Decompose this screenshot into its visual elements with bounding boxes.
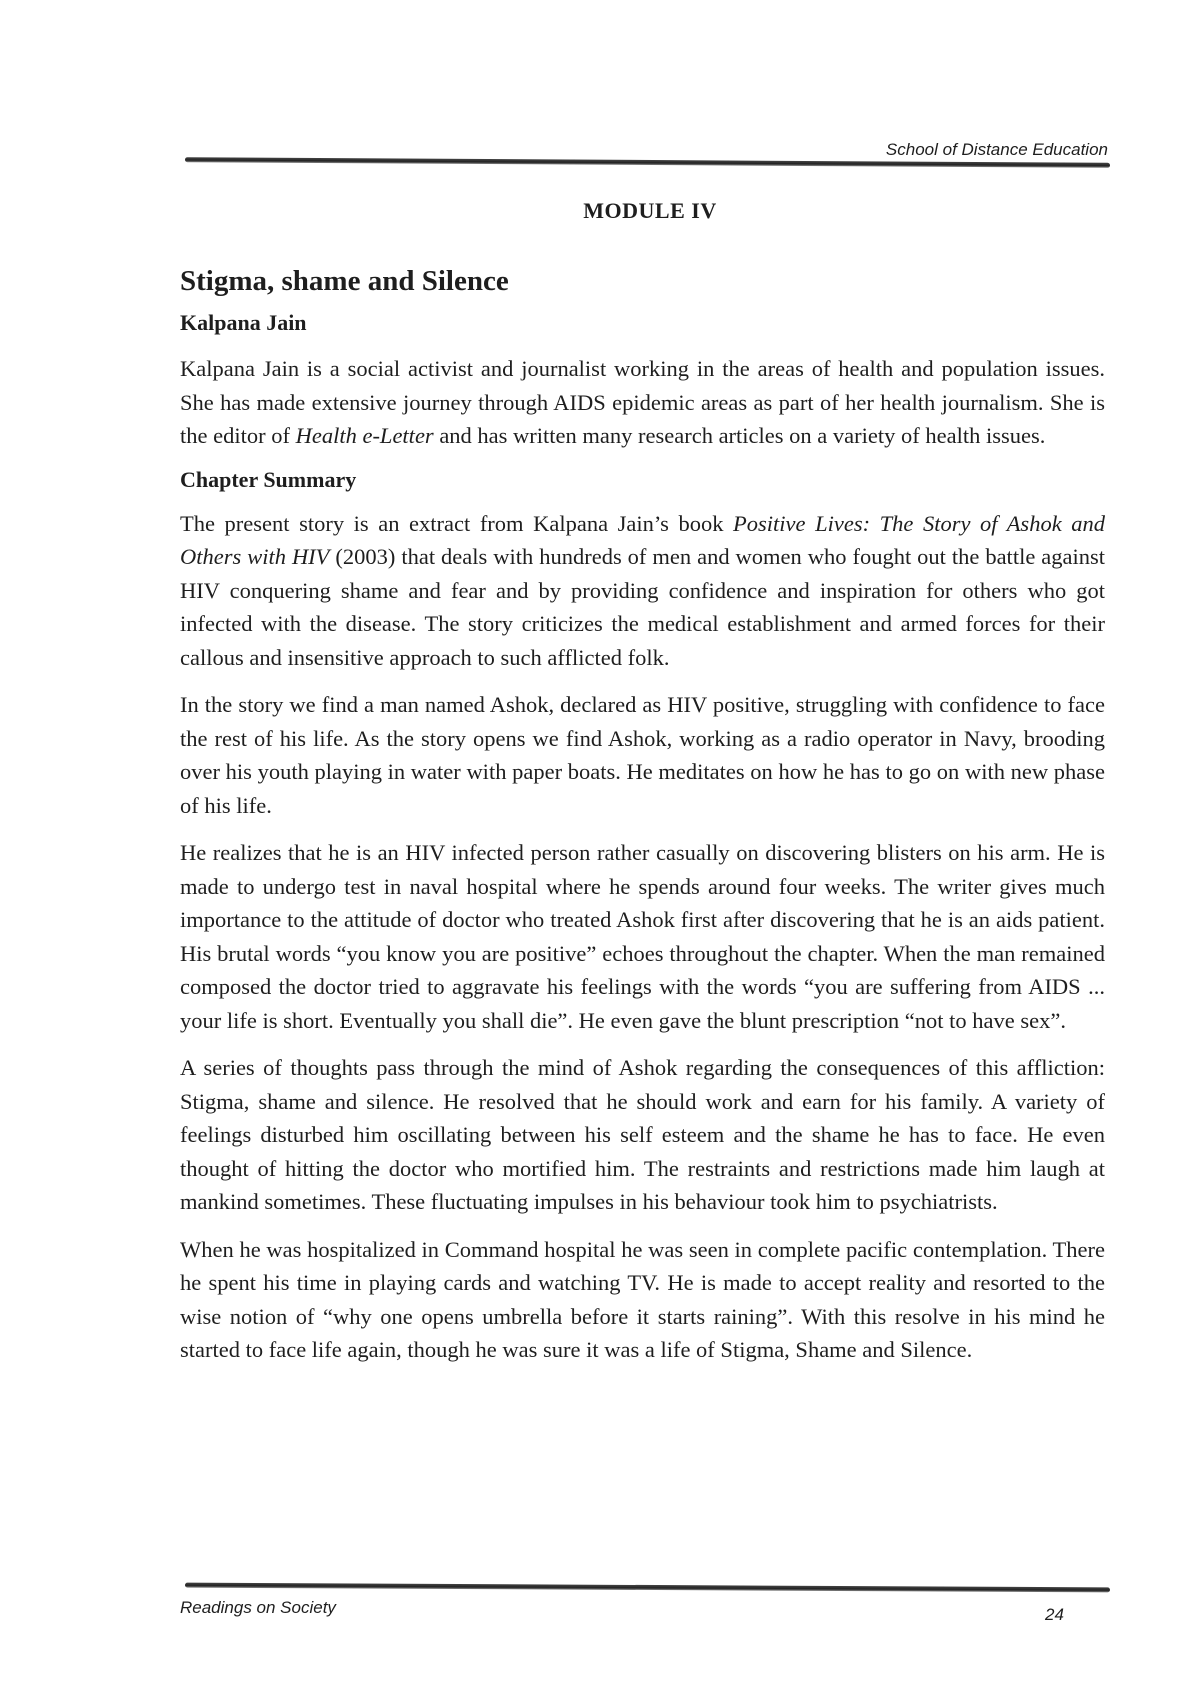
page-number: 24 — [1045, 1605, 1064, 1624]
footer-rule — [185, 1583, 1110, 1593]
summary-paragraph-5: When he was hospitalized in Command hospital he was seen in complete pacific contemplation. There he spent his time in playing cards and watching TV. He is made to accept reality and resorted to the wise notion of “why one opens umbrella before it starts raining”. With this resolve in his mind he started to face life again, though he was sure it was a life of Stigma, Shame and Silence. — [180, 1236, 1105, 1362]
header-institution: School of Distance Education — [885, 140, 1108, 159]
summary-paragraph-1 — [180, 507, 1105, 675]
module-heading: MODULE IV — [583, 198, 717, 223]
author-bio — [180, 352, 1105, 453]
summary-paragraph-3: He realizes that he is an HIV infected person rather casually on discovering blisters on his arm. He is made to undergo test in naval hospital where he spends around four weeks. The writer gives much importance to the attitude of doctor who treated Ashok first after discovering that he is an aids patient. His brutal words “you know you are positive” echoes throughout the chapter. When the man remained composed the doctor tried to aggravate his feelings with the words “you are suffering from AIDS ... your life is short. Eventually you shall die”. He even gave the blunt prescription “not to have sex”. — [180, 840, 1105, 1033]
paragraph-text: (2003) that deals with hundreds of men and women who fought out the battle against HIV conquering shame and fear and by providing confidence and inspiration for others who got infected with the disease. The story criticizes the medical establishment and armed forces for their callous and insensitive approach to such afflicted folk. — [180, 544, 1105, 670]
paragraph-text: The present story is an extract from Kalpana Jain’s book — [180, 510, 734, 536]
book-title: Positive Lives: The Story of Ashok and Others with HIV — [180, 510, 1105, 569]
page-content — [180, 265, 1105, 1381]
summary-paragraph-4: A series of thoughts pass through the mind of Ashok regarding the consequences of this affliction: Stigma, shame and silence. He resolved that he should work and earn for his family. A variety of feelings disturbed him oscillating between his self esteem and the shame he has to face. He even thought of hitting the doctor who mortified him. The restraints and restrictions made him laugh at mankind sometimes. These fluctuating impulses in his behaviour took him to psychiatrists. — [180, 1055, 1105, 1214]
summary-paragraph-2: In the story we find a man named Ashok, declared as HIV positive, struggling with confidence to face the rest of his life. As the story opens we find Ashok, working as a radio operator in Navy, brooding over his youth playing in water with paper boats. He meditates on how he has to go on with new phase of his life. — [180, 692, 1105, 818]
summary-heading: Chapter Summary — [180, 466, 357, 492]
chapter-title: Stigma, shame and Silence — [180, 265, 509, 297]
author-name: Kalpana Jain — [180, 310, 307, 335]
bio-publication: Health e-Letter — [295, 423, 434, 448]
footer-book-title: Readings on Society — [180, 1598, 336, 1617]
bio-text: Kalpana Jain is a social activist and journalist working in the areas of health and population issues. She has made extensive journey through AIDS epidemic areas as part of her health journalism. She is the editor of — [180, 356, 1105, 448]
bio-text: and has written many research articles on a variety of health issues. — [433, 423, 1046, 448]
